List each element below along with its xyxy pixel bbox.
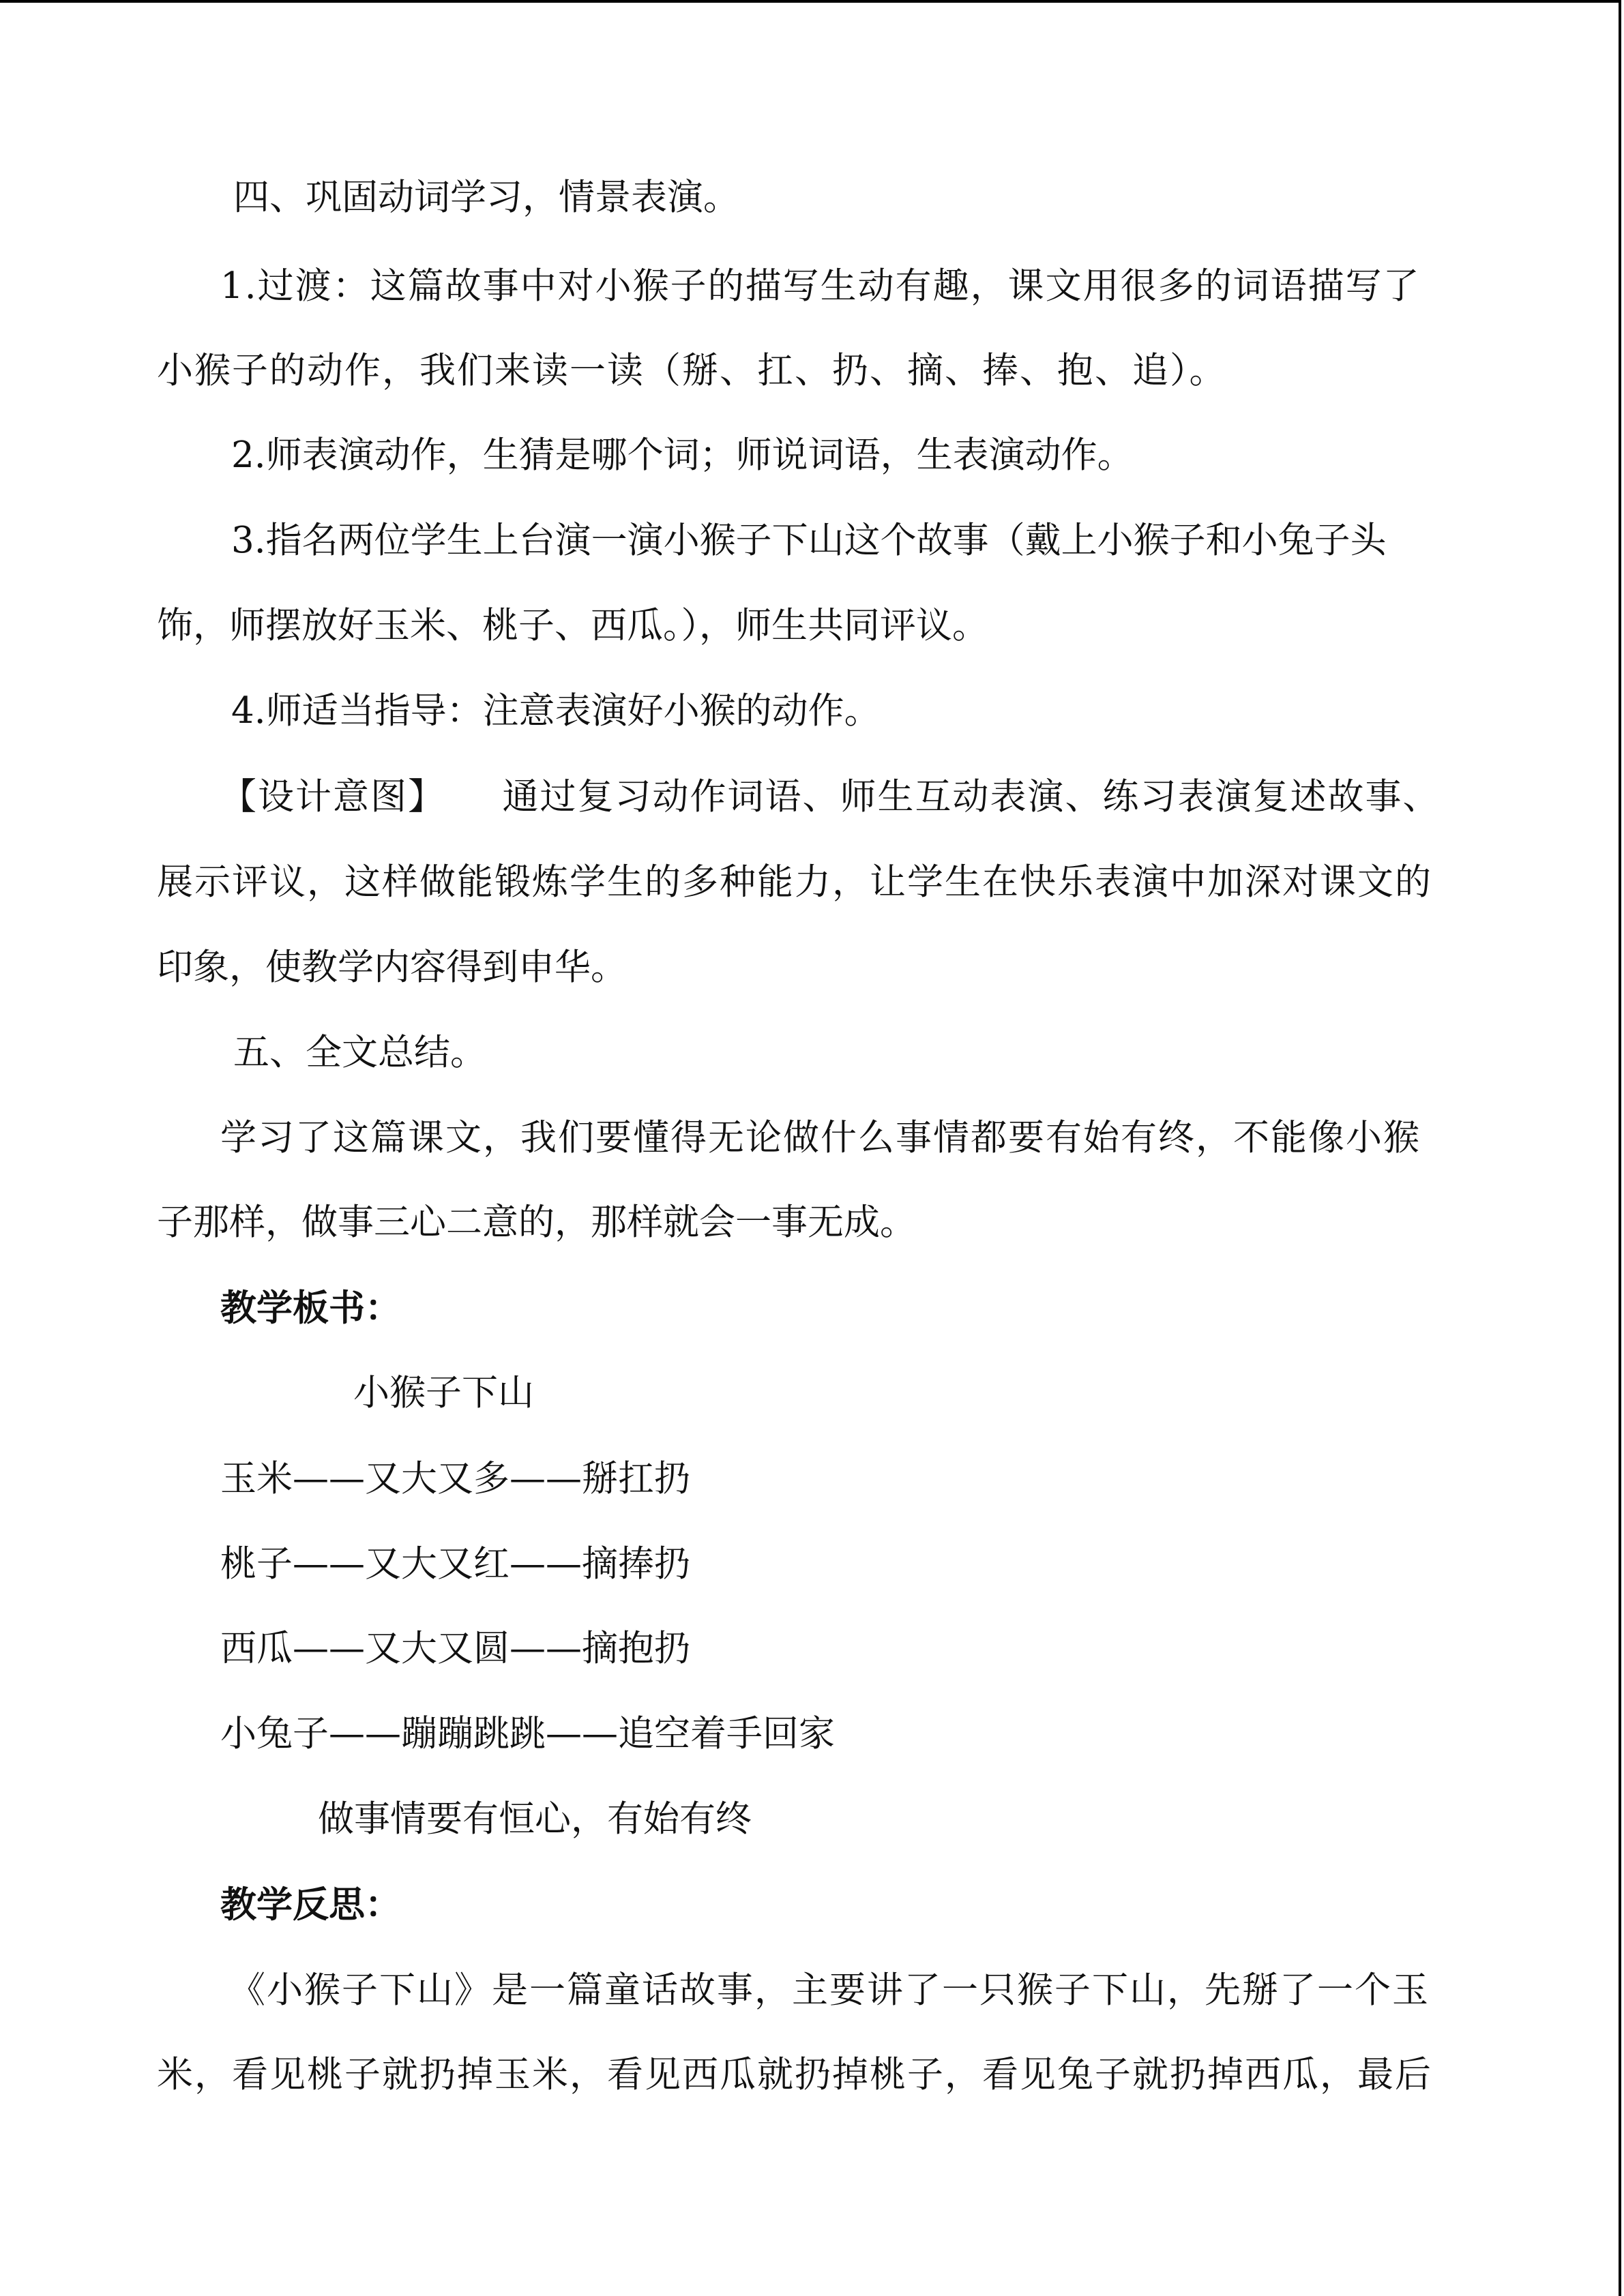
paragraph-teacher-guidance: 4.师适当指导：注意表演好小猴的动作。 xyxy=(231,690,881,732)
summary-line-2: 子那样，做事三心二意的，那样就会一事无成。 xyxy=(157,1202,916,1243)
board-row-rabbit: 小兔子——蹦蹦跳跳——追空着手回家 xyxy=(220,1713,835,1755)
board-row-watermelon: 西瓜——又大又圆——摘抱扔 xyxy=(220,1628,690,1669)
paragraph-teacher-acting: 2.师表演动作，生猜是哪个词；师说词语，生表演动作。 xyxy=(231,434,1134,476)
section-four-heading: 四、巩固动词学习，情景表演。 xyxy=(233,177,739,218)
summary-line-1: 学习了这篇课文，我们要懂得无论做什么事情都要有始有终，不能像小猴 xyxy=(220,1117,1421,1159)
paragraph-transition-line-2: 小猴子的动作，我们来读一读（掰、扛、扔、摘、捧、抱、追）。 xyxy=(157,350,1227,391)
paragraph-student-performance-line-1: 3.指名两位学生上台演一演小猴子下山这个故事（戴上小猴子和小兔子头 xyxy=(231,520,1387,561)
board-row-corn: 玉米——又大又多——掰扛扔 xyxy=(220,1458,690,1500)
paragraph-student-performance-line-2: 饰，师摆放好玉米、桃子、西瓜。），师生共同评议。 xyxy=(157,605,988,646)
reflection-line-1: 《小猴子下山》是一篇童话故事，主要讲了一只猴子下山，先掰了一个玉 xyxy=(229,1969,1430,2011)
board-moral: 做事情要有恒心，有始有终 xyxy=(318,1798,752,1840)
board-heading: 教学板书： xyxy=(220,1287,401,1329)
reflection-line-2: 米，看见桃子就扔掉玉米，看见西瓜就扔掉桃子，看见兔子就扔掉西瓜，最后 xyxy=(157,2054,1432,2096)
reflection-heading: 教学反思： xyxy=(220,1883,401,1926)
design-intent-line-3: 印象，使教学内容得到申华。 xyxy=(157,946,627,988)
paragraph-transition-line-1: 1.过渡：这篇故事中对小猴子的描写生动有趣，课文用很多的词语描写了 xyxy=(220,265,1421,307)
design-intent-line-2: 展示评议，这样做能锻炼学生的多种能力，让学生在快乐表演中加深对课文的 xyxy=(157,861,1432,903)
design-intent-line-1: 【设计意图】 通过复习动作词语、师生互动表演、练习表演复述故事、 xyxy=(220,776,1441,818)
board-row-peach: 桃子——又大又红——摘捧扔 xyxy=(220,1543,690,1585)
section-five-heading: 五、全文总结。 xyxy=(233,1032,486,1073)
board-title: 小猴子下山 xyxy=(353,1372,534,1414)
